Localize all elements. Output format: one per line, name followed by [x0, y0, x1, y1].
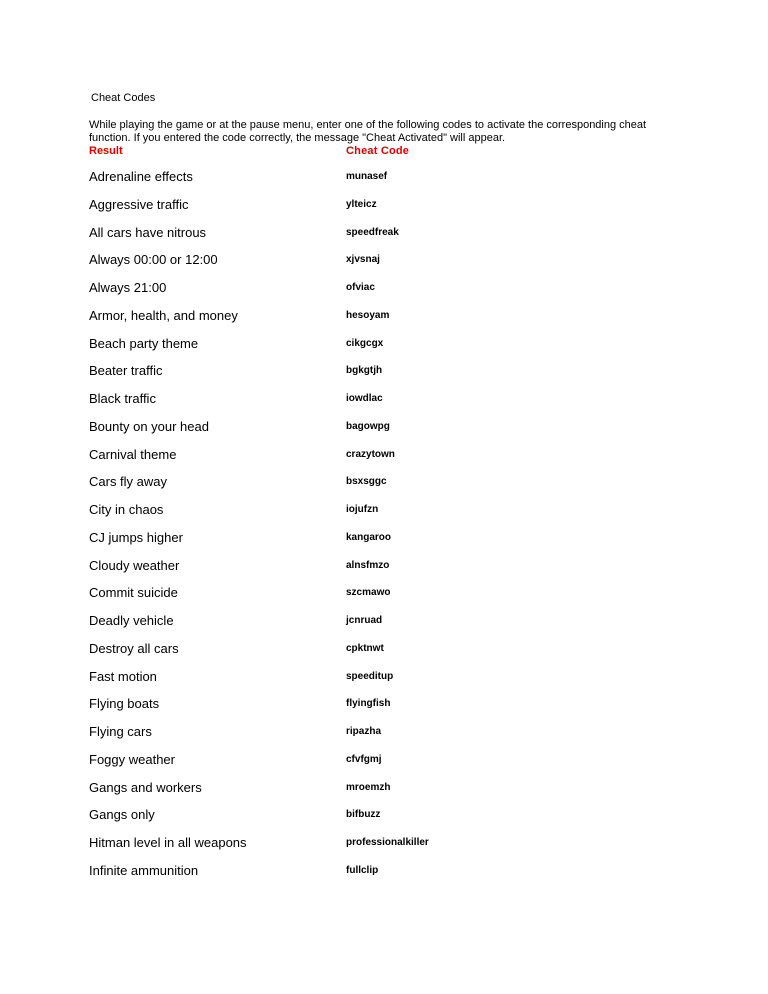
cheat-code-cell: ripazha [346, 726, 382, 737]
table-row [0, 302, 768, 330]
result-cell: Adrenaline effects [89, 169, 193, 184]
result-cell: CJ jumps higher [89, 529, 183, 545]
result-cell: Hitman level in all weapons [89, 835, 247, 850]
cheat-code-cell: cfvfgmj [346, 753, 382, 765]
cheat-code-table [0, 163, 768, 885]
cheat-code-cell: cpktnwt [346, 642, 384, 654]
result-cell: Black traffic [89, 391, 156, 406]
result-cell: Aggressive traffic [89, 196, 189, 212]
intro-line: function. If you entered the code correctly, the message "Cheat Activated" will appear. [89, 132, 506, 144]
result-cell: Cars fly away [89, 474, 168, 490]
cheat-code-cell: bifbuzz [346, 809, 381, 821]
cheat-code-cell: mroemzh [346, 781, 391, 793]
cheat-code-cell: bagowpg [346, 420, 390, 432]
cheat-code-cell: hesoyam [346, 309, 390, 321]
table-row [0, 191, 768, 219]
table-row [0, 746, 768, 774]
table-row [0, 663, 768, 691]
result-cell: All cars have nitrous [89, 224, 207, 240]
cheat-code-cell: bsxsggc [346, 476, 387, 488]
cheat-code-cell: speedfreak [346, 226, 399, 238]
table-row [0, 801, 768, 829]
table-row [0, 246, 768, 274]
cheat-code-cell: speeditup [346, 670, 394, 682]
table-row [0, 468, 768, 496]
table-row [0, 579, 768, 607]
cheat-code-cell: iojufzn [346, 504, 379, 515]
cheat-code-cell: xjvsnaj [346, 254, 380, 266]
result-cell: Destroy all cars [89, 640, 179, 656]
table-row [0, 385, 768, 413]
intro-line: While playing the game or at the pause menu, enter one of the following codes to activate the corresponding cheat [89, 119, 647, 131]
table-row [0, 496, 768, 524]
table-row [0, 829, 768, 857]
cheat-code-cell: munasef [346, 171, 388, 182]
table-row [0, 552, 768, 580]
cheat-code-cell: flyingfish [346, 698, 391, 710]
table-row [0, 635, 768, 663]
result-cell: Bounty on your head [89, 418, 209, 434]
cheat-code-column-header: Cheat Code [346, 145, 410, 157]
table-row [0, 774, 768, 802]
cheat-code-cell: szcmawo [346, 587, 391, 599]
document-title: Cheat Codes [91, 92, 156, 104]
result-cell: Beater traffic [89, 363, 163, 379]
result-cell: Cloudy weather [89, 557, 180, 573]
result-cell: Infinite ammunition [89, 862, 199, 878]
result-cell: Armor, health, and money [89, 307, 238, 323]
table-row [0, 441, 768, 469]
cheat-code-cell: professionalkiller [346, 837, 429, 848]
table-row [0, 857, 768, 885]
table-row [0, 330, 768, 358]
result-cell: Gangs only [89, 807, 155, 823]
cheat-code-cell: jcnruad [346, 615, 383, 626]
result-cell: Flying cars [89, 724, 152, 739]
table-row [0, 357, 768, 385]
result-cell: Commit suicide [89, 585, 178, 601]
result-cell: City in chaos [89, 502, 164, 517]
cheat-code-cell: ofviac [346, 282, 375, 293]
result-column-header: Result [89, 145, 123, 157]
table-row [0, 163, 768, 191]
result-cell: Always 00:00 or 12:00 [89, 252, 218, 268]
table-row [0, 690, 768, 718]
result-cell: Beach party theme [89, 335, 199, 351]
cheat-code-cell: fullclip [346, 864, 379, 876]
table-row [0, 219, 768, 247]
cheat-code-cell: bgkgtjh [346, 365, 383, 377]
table-row [0, 718, 768, 746]
result-cell: Carnival theme [89, 446, 177, 462]
result-cell: Fast motion [89, 668, 157, 684]
cheat-code-cell: iowdlac [346, 393, 383, 404]
cheat-code-cell: crazytown [346, 448, 395, 460]
result-cell: Deadly vehicle [89, 613, 174, 628]
table-row [0, 607, 768, 635]
result-cell: Always 21:00 [89, 280, 167, 295]
cheat-code-cell: kangaroo [346, 531, 392, 543]
cheat-code-cell: alnsfmzo [346, 559, 390, 571]
result-cell: Flying boats [89, 696, 160, 712]
result-cell: Gangs and workers [89, 779, 202, 795]
cheat-code-cell: ylteicz [346, 198, 377, 210]
intro-paragraph [89, 119, 689, 145]
table-row [0, 413, 768, 441]
table-row [0, 524, 768, 552]
result-cell: Foggy weather [89, 751, 175, 767]
table-row [0, 274, 768, 302]
cheat-code-cell: cikgcgx [346, 337, 384, 349]
